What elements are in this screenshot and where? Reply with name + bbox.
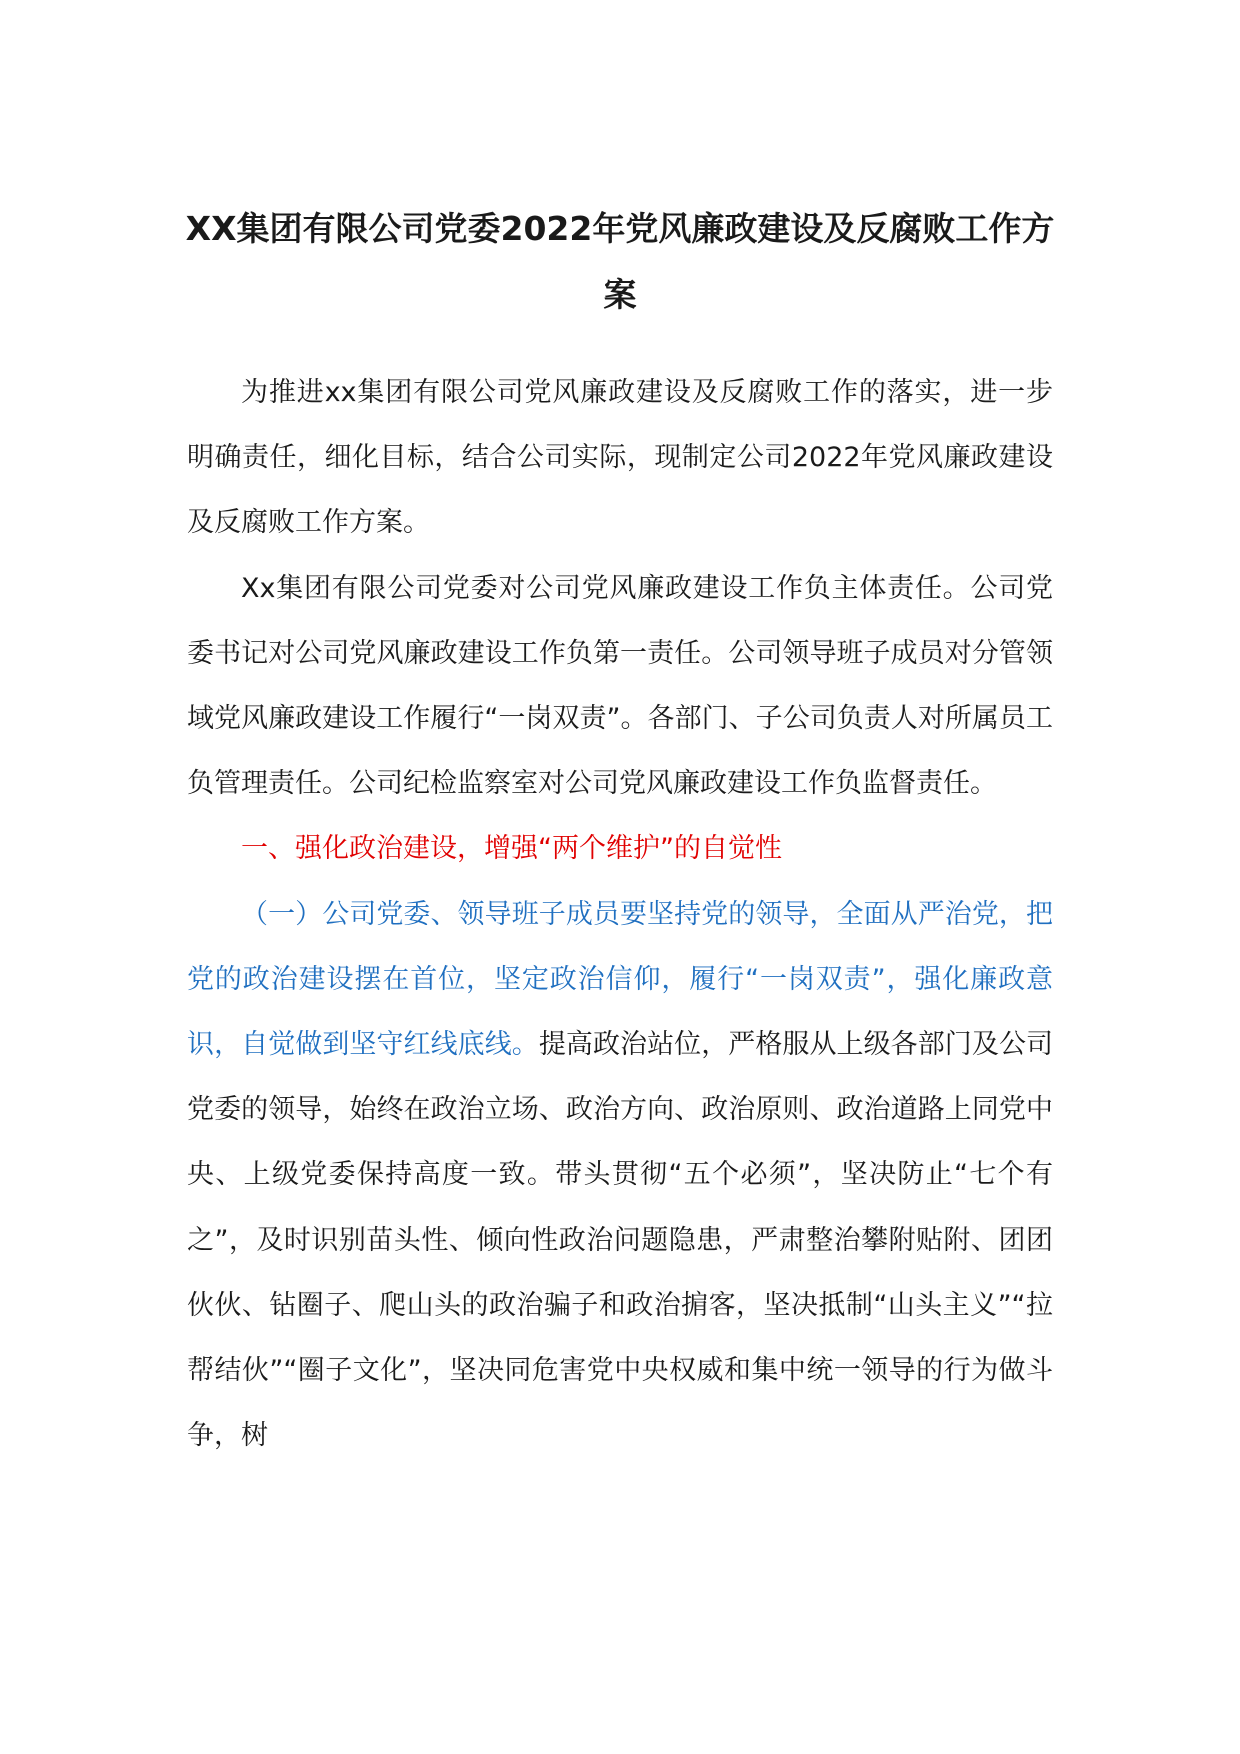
paragraph-text: 提高政治站位，严格服从上级各部门及公司党委的领导，始终在政治立场、政治方向、政治原则、政治道路上同党中央、上级党委保持高度一致。带头贯彻“五个必须”，坚决防止“七个有之”，及时识别苗头性、倾向性政治问题隐患，严肃整治攀附贴附、团团伙伙、钻圈子、爬山头的政治骗子和政治掮客，坚决抵制“山头主义”“拉帮结伙”“圈子文化”，坚决同危害党中央权威和集中统一领导的行为做斗争，树 — [187, 1029, 1054, 1452]
section-heading: 一、强化政治建设，增强“两个维护”的自觉性 — [241, 833, 782, 865]
subsection-heading: （一）公司党委、领导班子成员要坚持党的领导，全面从严治党，把党的政治建设摆在首位，坚定政治信仰，履行“一岗双责”，强化廉政意识，自觉做到坚守红线底线。 — [187, 898, 1053, 1061]
page-title: XX集团有限公司党委2022年党风廉政建设及反腐败工作方案 — [185, 209, 1055, 314]
document-body — [187, 360, 1053, 1468]
paragraph-intro: 为推进xx集团有限公司党风廉政建设及反腐败工作的落实，进一步明确责任，细化目标，结合公司实际，现制定公司2022年党风廉政建设及反腐败工作方案。 — [187, 377, 1053, 539]
paragraph-responsibility: Xx集团有限公司党委对公司党风廉政建设工作负主体责任。公司党委书记对公司党风廉政建设工作负第一责任。公司领导班子成员对分管领域党风廉政建设工作履行“一岗双责”。各部门、子公司负责人对所属员工负管理责任。公司纪检监察室对公司党风廉政建设工作负监督责任。 — [187, 572, 1053, 800]
paragraph-political-building — [187, 882, 1053, 1469]
